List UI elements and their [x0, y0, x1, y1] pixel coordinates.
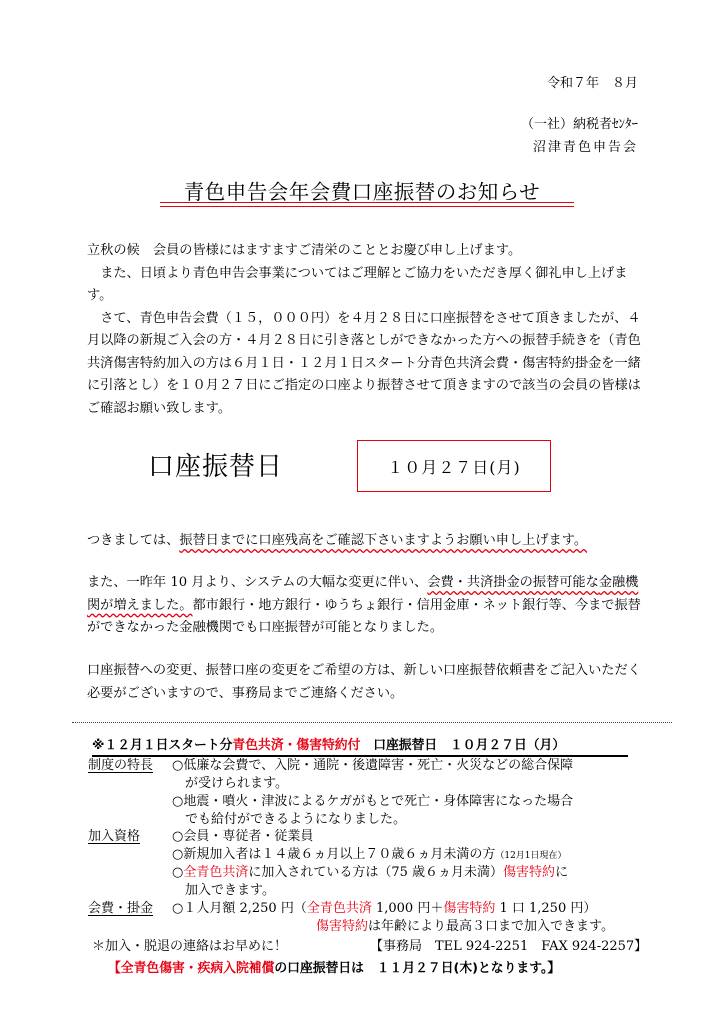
insurance-heading-start: ※１２月１日スタート分: [92, 738, 233, 753]
features-label: 制度の特長: [88, 758, 154, 773]
notice-system-emphasis-b: 金融機関が増えました。: [87, 575, 639, 613]
insurance-heading-date: 口座振替日 １０月２７日（月）: [360, 738, 566, 753]
notice-change: [87, 660, 647, 705]
org-name-line1: （一社）納税者ｾﾝﾀｰ: [520, 117, 638, 132]
fee-rider: 傷害特約: [443, 901, 496, 916]
eligibility-line-3: [172, 864, 568, 882]
notice-system-emphasis-a: 会費・共済掛金の振替可能な: [427, 575, 599, 590]
title-underline-bottom: [160, 206, 574, 207]
insurance-heading: [92, 737, 565, 755]
eligibility-age: ○新規加入者は１４歳６ヵ月以上７０歳６ヵ月未満の方: [172, 847, 496, 862]
fee-rider-note-label: 傷害特約: [316, 919, 369, 934]
eligibility-label: 加入資格: [88, 829, 141, 844]
final-notice: [108, 960, 560, 978]
eligibility-circle: ○: [172, 865, 184, 880]
feature-line-4: でも給付ができるようになりました。: [172, 812, 407, 827]
notice-balance-emphasis: 振替日までに口座残高をご確認下さいますようお願い申し上げます。: [179, 533, 588, 548]
feature-line-3: ○地震・噴火・津波によるケガがもとで死亡・身体障害になった場合: [172, 794, 574, 809]
final-notice-date: の口座振替日は １１月２７日(木)となります。】: [274, 961, 561, 976]
notice-system: [87, 572, 647, 640]
section-divider: [72, 722, 672, 723]
fee-rider-amount: 1 口 1,250 円）: [495, 901, 597, 916]
notice-change-text: 口座振替への変更、振替口座の変更をご希望の方は、新しい口座振替依頼書をご記入いただく必要がございますので、事務局までご連絡ください。: [87, 663, 641, 701]
final-notice-product: 【全青色傷害・疾病入院補償: [108, 961, 275, 976]
notice-system-pre: また、一昨年 10 月より、システムの大幅な変更に伴い、: [87, 575, 428, 590]
fee-label: 会費・掛金: [88, 901, 154, 916]
office-contact: 【事務局 TEL 924-2251 FAX 924-2257】: [370, 939, 648, 954]
fee-line-2: [316, 918, 614, 936]
eligibility-line-1: ○会員・専従者・従業員: [172, 829, 314, 844]
feature-line-1: ○低廉な会費で、入院・通院・後遺障害・死亡・火災などの総合保障: [172, 758, 574, 773]
feature-line-2: が受けられます。: [172, 776, 288, 791]
notice-system-post: 都市銀行・地方銀行・ゆうちょ銀行・信用金庫・ネット銀行等、今まで振替ができなかった金融機関でも口座振替が可能となりました。: [87, 597, 641, 635]
eligibility-kyosai: 全青色共済: [183, 865, 249, 880]
fee-rider-note: は年齢により最高３口まで加入できます。: [368, 919, 614, 934]
fee-kyosai-amount: 1,000 円＋: [371, 901, 444, 916]
contact-reminder: ＊加入・脱退の連絡はお早めに！: [92, 939, 288, 954]
eligibility-line-2: [172, 846, 567, 865]
page-title: 青色申告会年会費口座振替のお知らせ: [183, 180, 541, 204]
insurance-heading-product: 青色共済・傷害特約付: [232, 738, 361, 753]
document-date: 令和７年 ８月: [546, 76, 638, 91]
eligibility-rider: 傷害特約: [503, 865, 556, 880]
fee-line-1: [172, 900, 596, 918]
eligibility-line-4: 加入できます。: [172, 883, 275, 898]
intro-greeting: 立秋の候 会員の皆様にはますますご清栄のこととお慶び申し上げます。: [87, 243, 522, 258]
intro-thanks: また、日頃より青色申告会事業についてはご理解とご協力をいただき厚く御礼申し上げます。: [87, 265, 628, 303]
transfer-label: 口座振替日: [148, 452, 284, 482]
eligibility-suffix: に: [555, 865, 569, 880]
intro-paragraph: [87, 240, 647, 420]
notice-balance-pre: つきましては、: [87, 533, 180, 548]
eligibility-age-note: （12月1日現在）: [495, 851, 567, 861]
fee-monthly: ○１人月額 2,250 円（: [172, 901, 307, 916]
notice-balance: [87, 530, 647, 553]
org-name-line2: 沼津青色申告会: [532, 140, 638, 155]
transfer-date: １０月２７日(月): [387, 458, 521, 477]
fee-kyosai: 全青色共済: [306, 901, 372, 916]
transfer-date-box: [357, 440, 551, 492]
eligibility-age-limit: に加入されている方は（75 歳６ヵ月未満）: [248, 865, 504, 880]
intro-details: さて、青色申告会費（１５，０００円）を４月２８日に口座振替をさせて頂きましたが、４月以降の新規ご入会の方・４月２８日に引き落としができなかった方への振替手続きを（青色共済傷害特約加入の方は６月１日・１２月１日スタート分青色共済会費・傷害特約掛金を一緒に引落とし）を１０月２７日にご指定の口座より振替させて頂きますので該当の会員の皆様はご確認お願い致します。: [87, 310, 641, 416]
title-underline-top: [160, 202, 574, 203]
